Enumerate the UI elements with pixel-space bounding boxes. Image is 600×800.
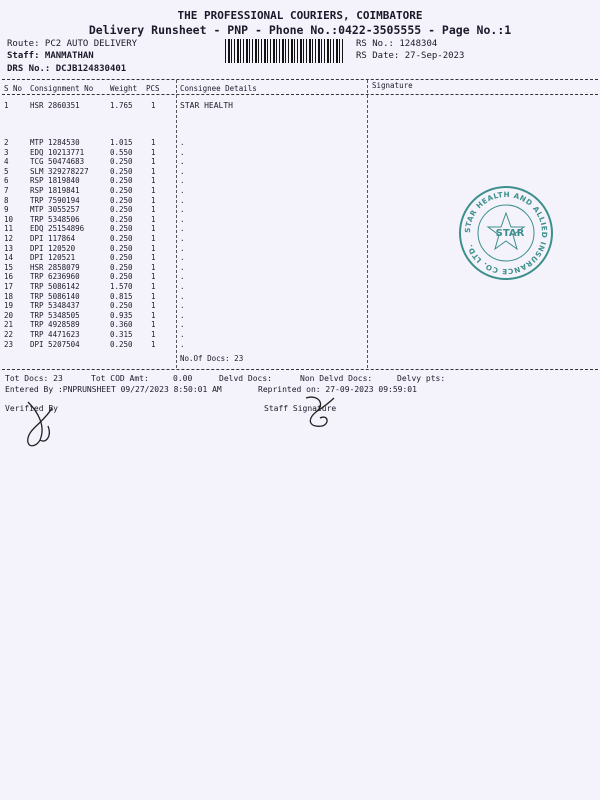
row-consignee: .	[180, 320, 185, 330]
row-consignment-no: SLM 329278227	[30, 166, 89, 176]
row-consignment-no: TRP 6236960	[30, 272, 80, 282]
entered-by: Entered By :PNPRUNSHEET 09/27/2023 8:50:01 AM	[5, 385, 222, 394]
row-consignee: .	[180, 301, 185, 311]
row-sno: 7	[4, 186, 9, 195]
company-title: THE PROFESSIONAL COURIERS, COIMBATORE	[177, 9, 423, 22]
row-pcs: 1	[151, 224, 156, 234]
row-pcs: 1	[151, 138, 156, 147]
row-sno: 23	[4, 339, 14, 349]
row-consignment-no: TRP 5348505	[30, 310, 80, 320]
row-consignment-no: TRP 7590194	[30, 195, 80, 205]
row-sno: 18	[4, 291, 14, 301]
tot-cod: Tot COD Amt:	[91, 374, 149, 383]
table-row	[0, 148, 600, 157]
row-consignee: .	[180, 224, 185, 234]
col-pcs: PCS	[146, 84, 160, 93]
row-consignment-no: MTP 3055257	[30, 205, 80, 215]
row-weight: 0.250	[110, 214, 133, 224]
row-pcs: 1	[151, 147, 156, 157]
row-pcs: 1	[151, 262, 156, 272]
row-pcs: 1	[151, 320, 156, 330]
row-weight: 0.250	[110, 301, 133, 311]
verified-by-label: Verified By	[5, 404, 58, 413]
col-weight: Weight	[110, 84, 138, 93]
row-pcs: 1	[151, 176, 156, 186]
row-sno: 2	[4, 138, 9, 147]
row-consignee: .	[180, 272, 185, 282]
row-consignment-no: DPI 120521	[30, 253, 76, 263]
row-consignment-no: DPI 5207504	[30, 339, 80, 349]
table-row	[0, 330, 600, 339]
row-sno: 10	[4, 214, 14, 224]
row-consignment-no: TRP 4471623	[30, 330, 80, 339]
row-consignee: .	[180, 176, 185, 186]
row-pcs: 1	[151, 282, 156, 291]
row-sno: 6	[4, 176, 9, 186]
row-sno: 3	[4, 147, 9, 157]
row-consignment-no: TRP 5348437	[30, 301, 80, 311]
header-top-rule	[2, 79, 598, 80]
rs-date: RS Date: 27-Sep-2023	[356, 51, 465, 61]
company-stamp	[456, 183, 556, 283]
row-weight: 0.250	[110, 339, 133, 349]
row-pcs: 1	[151, 101, 156, 110]
row-consignee: .	[180, 234, 185, 243]
row-pcs: 1	[151, 214, 156, 224]
row-sno: 19	[4, 301, 14, 311]
row-weight: 0.360	[110, 320, 133, 330]
table-row	[0, 340, 600, 349]
row-consignment-no: TCG 50474683	[30, 157, 85, 167]
row-sno: 21	[4, 320, 14, 330]
row-weight: 1.570	[110, 282, 133, 291]
row-consignment-no: HSR 2858079	[30, 262, 80, 272]
stamp-ring-text: STAR HEALTH AND ALLIED INSURANCE CO. LTD.	[462, 189, 550, 277]
col-sno: S No	[4, 84, 23, 93]
tot-docs: Tot Docs: 23	[5, 374, 63, 383]
row-weight: 0.250	[110, 205, 133, 215]
row-weight: 0.935	[110, 310, 133, 320]
row-consignment-no: EDQ 25154896	[30, 224, 85, 234]
reprinted-on: Reprinted on: 27-09-2023 09:59:01	[258, 385, 417, 394]
row-pcs: 1	[151, 157, 156, 167]
table-row	[0, 320, 600, 329]
row-weight: 0.250	[110, 262, 133, 272]
row-consignee: .	[180, 253, 185, 263]
delvd-docs: Delvd Docs:	[219, 374, 272, 383]
row-sno: 12	[4, 234, 14, 243]
table-row	[0, 292, 600, 301]
row-sno: 5	[4, 166, 9, 176]
row-consignee: .	[180, 147, 185, 157]
row-weight: 0.250	[110, 157, 133, 167]
stamp-center-text: STAR	[495, 228, 525, 239]
row-consignment-no: DPI 117864	[30, 234, 76, 243]
row-weight: 0.550	[110, 147, 133, 157]
row-consignment-no: DPI 120520	[30, 243, 76, 253]
row-pcs: 1	[151, 186, 156, 195]
table-row	[0, 301, 600, 310]
barcode	[225, 39, 345, 63]
row-consignment-no: TRP 5086140	[30, 291, 80, 301]
row-consignee: .	[180, 157, 185, 167]
row-consignee: .	[180, 195, 185, 205]
row-pcs: 1	[151, 166, 156, 176]
row-sno: 11	[4, 224, 14, 234]
row-pcs: 1	[151, 195, 156, 205]
cod-value: 0.00	[173, 374, 193, 383]
staff-signature	[300, 392, 340, 432]
route-label: Route: PC2 AUTO DELIVERY	[7, 39, 138, 49]
row-weight: 0.250	[110, 186, 133, 195]
row-weight: 0.315	[110, 330, 133, 339]
verifier-signature	[18, 400, 63, 452]
row-weight: 0.250	[110, 195, 133, 205]
table-bottom-rule	[2, 369, 598, 370]
row-consignment-no: RSP 1819841	[30, 186, 80, 195]
row-sno: 9	[4, 205, 9, 215]
row-consignee: .	[180, 205, 185, 215]
row-consignee: .	[180, 166, 185, 176]
row-consignee: STAR HEALTH	[180, 101, 233, 110]
delvy-pts: Delvy pts:	[397, 374, 446, 383]
table-row	[0, 282, 600, 291]
row-consignee: .	[180, 330, 185, 339]
drs-number: DRS No.: DCJB124830401	[7, 64, 127, 74]
row-consignee: .	[180, 339, 185, 349]
row-consignee: .	[180, 310, 185, 320]
row-pcs: 1	[151, 243, 156, 253]
row-pcs: 1	[151, 253, 156, 263]
staff-label: Staff: MANMATHAN	[7, 51, 94, 61]
row-pcs: 1	[151, 310, 156, 320]
row-weight: 1.015	[110, 138, 133, 147]
row-weight: 0.250	[110, 176, 133, 186]
row-sno: 1	[4, 101, 9, 110]
row-pcs: 1	[151, 301, 156, 311]
row-weight: 0.250	[110, 224, 133, 234]
table-row	[0, 157, 600, 166]
row-consignment-no: TRP 4928589	[30, 320, 80, 330]
row-consignment-no: MTP 1284530	[30, 138, 80, 147]
row-consignment-no: TRP 5086142	[30, 282, 80, 291]
row-weight: 0.250	[110, 166, 133, 176]
rs-number: RS No.: 1248304	[356, 39, 438, 49]
header-bottom-rule	[2, 94, 598, 95]
row-consignment-no: RSP 1819840	[30, 176, 80, 186]
row-sno: 17	[4, 282, 14, 291]
row-consignee: .	[180, 282, 185, 291]
row-sno: 16	[4, 272, 14, 282]
row-consignee: .	[180, 138, 185, 147]
table-row	[0, 167, 600, 176]
row-weight: 1.765	[110, 101, 133, 110]
row-consignment-no: EDQ 10213771	[30, 147, 85, 157]
non-delvd-docs: Non Delvd Docs:	[300, 374, 373, 383]
row-pcs: 1	[151, 234, 156, 243]
col-consignment: Consignment No	[30, 84, 94, 93]
row-sno: 15	[4, 262, 14, 272]
row-consignment-no: TRP 5348506	[30, 214, 80, 224]
row-weight: 0.250	[110, 272, 133, 282]
no-of-docs: No.Of Docs: 23	[180, 354, 244, 363]
table-row	[0, 311, 600, 320]
row-weight: 0.250	[110, 243, 133, 253]
row-consignee: .	[180, 214, 185, 224]
row-consignee: .	[180, 243, 185, 253]
row-weight: 0.250	[110, 234, 133, 243]
row-weight: 0.250	[110, 253, 133, 263]
row-weight: 0.815	[110, 291, 133, 301]
row-pcs: 1	[151, 272, 156, 282]
row-sno: 4	[4, 157, 9, 167]
col-signature: Signature	[372, 81, 413, 90]
row-sno: 22	[4, 330, 14, 339]
row-pcs: 1	[151, 205, 156, 215]
row-consignee: .	[180, 262, 185, 272]
row-consignment-no: HSR 2860351	[30, 101, 80, 110]
col-consignee: Consignee Details	[180, 84, 257, 93]
staff-signature-label: Staff Signature	[264, 404, 337, 413]
row-sno: 8	[4, 195, 9, 205]
row-sno: 14	[4, 253, 14, 263]
row-pcs: 1	[151, 330, 156, 339]
row-pcs: 1	[151, 291, 156, 301]
row-consignee: .	[180, 186, 185, 195]
table-row	[0, 101, 600, 110]
row-sno: 20	[4, 310, 14, 320]
table-row	[0, 138, 600, 147]
row-consignee: .	[180, 291, 185, 301]
row-pcs: 1	[151, 339, 156, 349]
runsheet-subtitle: Delivery Runsheet - PNP - Phone No.:0422-3505555 - Page No.:1	[88, 23, 512, 37]
row-sno: 13	[4, 243, 14, 253]
